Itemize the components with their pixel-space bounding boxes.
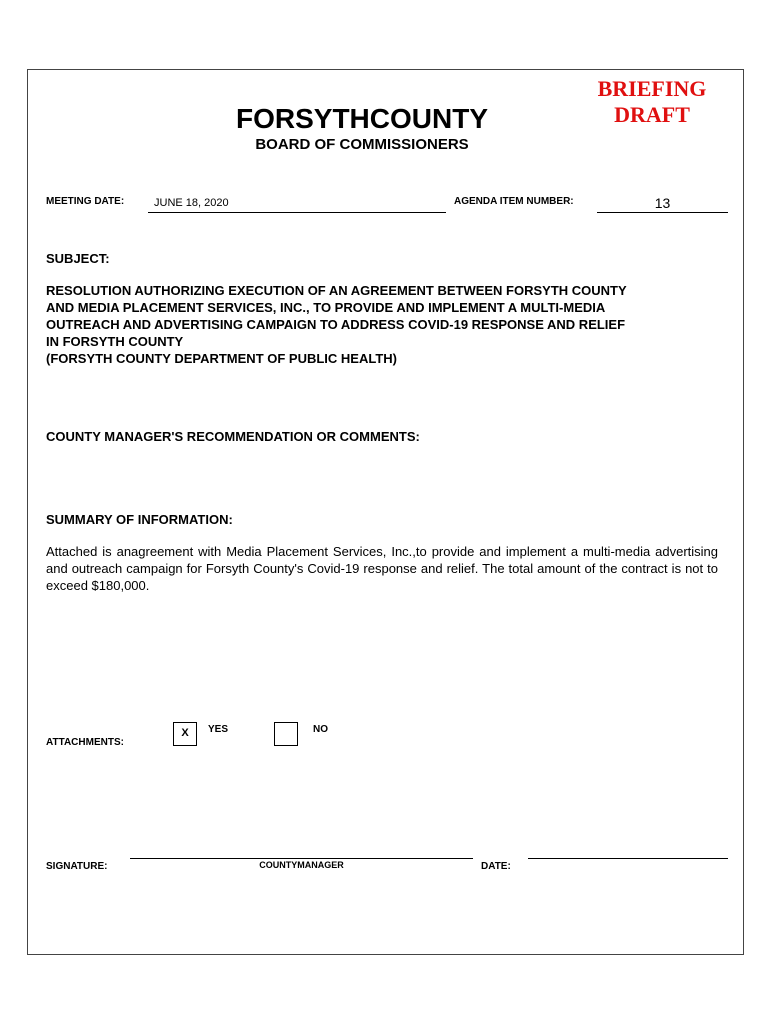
subject-line: IN FORSYTH COUNTY (46, 334, 184, 349)
signature-label: SIGNATURE: (46, 861, 108, 872)
subject-heading: SUBJECT: (46, 251, 110, 266)
recommendation-heading: COUNTY MANAGER'S RECOMMENDATION OR COMMENTS: (46, 429, 420, 444)
stamp-line-1: BRIEFING (597, 76, 707, 101)
attachments-yes-label: YES (208, 724, 229, 735)
subject-line: RESOLUTION AUTHORIZING EXECUTION OF AN AGREEMENT BETWEEN FORSYTH COUNTY (46, 283, 627, 298)
meeting-date-label: MEETING DATE: (46, 196, 125, 207)
board-subtitle: BOARD OF COMMISSIONERS (255, 136, 469, 153)
summary-text: Attached is anagreement with Media Placement Services, Inc.,to provide and implement a multi-media advertising and outreach campaign for Forsyth County's Covid-19 response and relief. The total amount of the contract is not to exceed $180,000. (46, 544, 718, 593)
county-title: FORSYTHCOUNTY (236, 103, 488, 134)
subject-text (46, 282, 736, 367)
signature-line[interactable] (130, 858, 473, 859)
agenda-item-label: AGENDA ITEM NUMBER: (454, 196, 574, 207)
summary-heading: SUMMARY OF INFORMATION: (46, 512, 233, 527)
date-line[interactable] (528, 858, 728, 859)
subject-line: (FORSYTH COUNTY DEPARTMENT OF PUBLIC HEALTH) (46, 351, 397, 366)
date-label: DATE: (481, 861, 511, 872)
attachments-no-checkbox[interactable] (274, 722, 298, 746)
agenda-item-value: 13 (654, 195, 671, 211)
county-manager-label: COUNTYMANAGER (259, 860, 344, 870)
subject-line: AND MEDIA PLACEMENT SERVICES, INC., TO PROVIDE AND IMPLEMENT A MULTI-MEDIA (46, 300, 606, 315)
stamp-line-2: DRAFT (614, 102, 690, 127)
briefing-draft-stamp (578, 76, 726, 128)
meeting-date-value: JUNE 18, 2020 (154, 197, 229, 209)
subject-line: OUTREACH AND ADVERTISING CAMPAIGN TO ADDRESS COVID-19 RESPONSE AND RELIEF (46, 317, 626, 332)
attachments-yes-checkbox[interactable]: X (173, 722, 197, 746)
attachments-label: ATTACHMENTS: (46, 737, 124, 748)
attachments-no-label: NO (313, 724, 328, 735)
